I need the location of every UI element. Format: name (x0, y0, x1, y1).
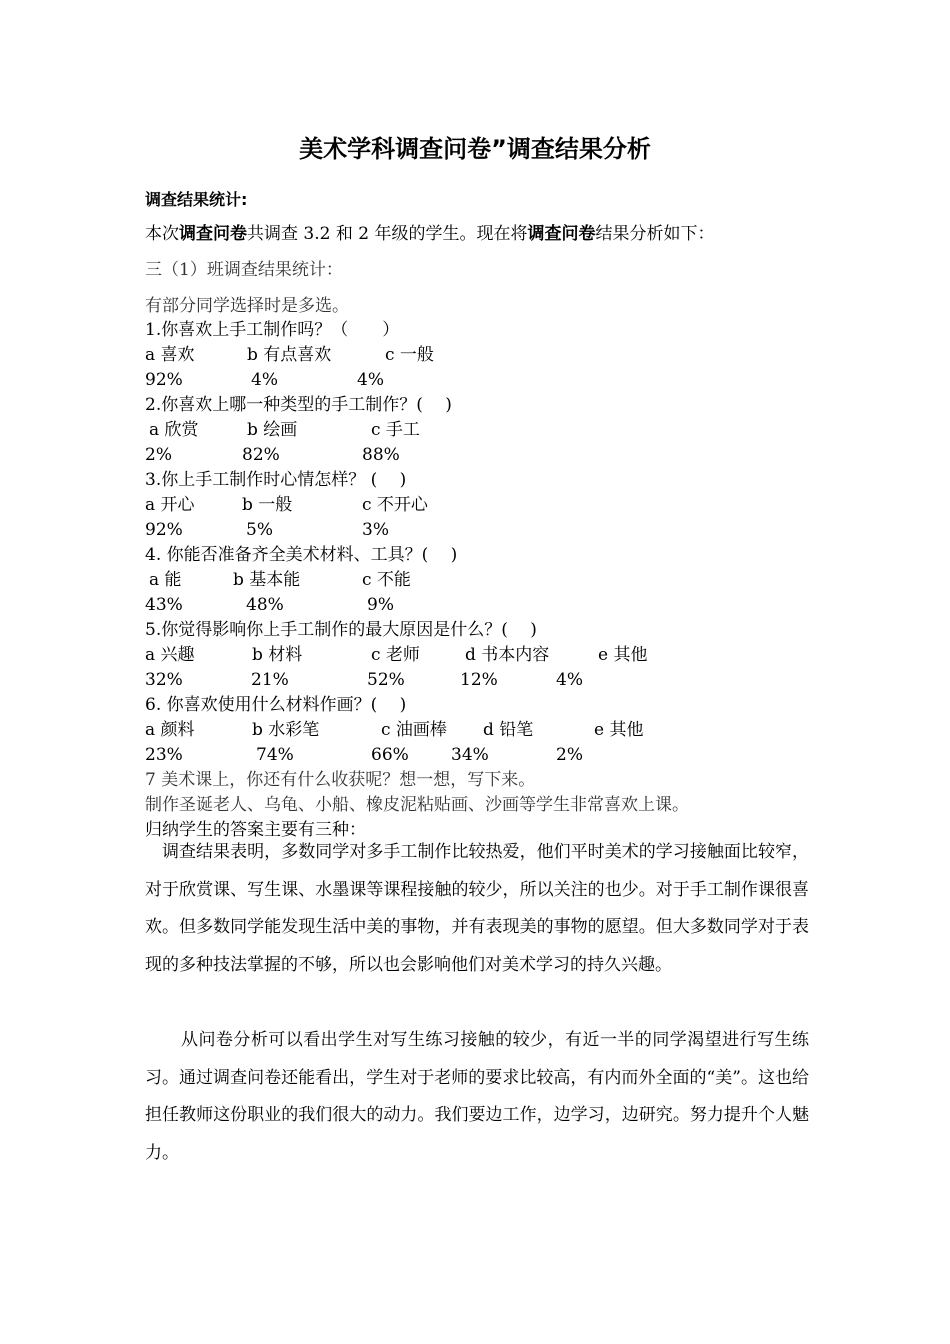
q5-option-e: e 其他 (598, 645, 648, 665)
q1-option-c: c 一般 (385, 345, 434, 365)
q2-percent-c: 88% (362, 445, 400, 465)
q3-percent-b: 5% (246, 520, 273, 540)
q4-percent-c: 9% (367, 595, 394, 615)
question-5: 5.你觉得影响你上手工制作的最大原因是什么？( ) (145, 620, 537, 640)
q4-option-a: a 能 (149, 570, 182, 590)
q1-option-a: a 喜欢 (145, 345, 195, 365)
q5-option-d: d 书本内容 (465, 645, 550, 665)
q2-option-c: c 手工 (371, 420, 420, 440)
q5-percent-c: 52% (367, 670, 405, 690)
q2-percent-a: 2% (145, 445, 172, 465)
summary-intro: 归纳学生的答案主要有三种： (145, 820, 366, 840)
q5-option-b: b 材料 (252, 645, 303, 665)
question-7-answer: 制作圣诞老人、乌龟、小船、橡皮泥粘贴画、沙画等学生非常喜欢上课。 (145, 795, 689, 815)
q5-option-a: a 兴趣 (145, 645, 195, 665)
q1-option-b: b 有点喜欢 (247, 345, 332, 365)
page-title: 美术学科调查问卷”调查结果分析 (299, 135, 651, 163)
question-7: 7 美术课上，你还有什么收获呢？想一想，写下来。 (145, 770, 536, 790)
q3-option-b: b 一般 (242, 495, 293, 515)
q4-option-c: c 不能 (362, 570, 411, 590)
q6-percent-c: 66% (371, 745, 409, 765)
conclusion-paragraph-2: 从问卷分析可以看出学生对写生练习接触的较少，有近一半的同学渴望进行写生练习。通过调查问卷还能看出，学生对于老师的要求比较高，有内而外全面的“美”。这也给担任教师这份职业的我们很大的动力。我们要边工作，边学习，边研究。努力提升个人魅力。 (145, 1030, 809, 1163)
question-1: 1.你喜欢上手工制作吗？（ ） (145, 320, 400, 340)
q6-option-c: c 油画棒 (381, 720, 447, 740)
q6-option-b: b 水彩笔 (252, 720, 320, 740)
q6-percent-e: 2% (556, 745, 583, 765)
question-2: 2.你喜欢上哪一种类型的手工制作？( ) (145, 395, 452, 415)
q5-percent-a: 32% (145, 670, 183, 690)
q2-option-b: b 绘画 (247, 420, 298, 440)
intro-text-1: 本次 (145, 224, 179, 244)
q1-percent-a: 92% (145, 370, 183, 390)
q6-percent-d: 34% (451, 745, 489, 765)
q5-option-c: c 老师 (371, 645, 420, 665)
intro-line (145, 222, 714, 246)
question-4: 4. 你能否准备齐全美术材料、工具？( ) (145, 545, 458, 565)
q1-percent-b: 4% (251, 370, 278, 390)
section-heading: 调查结果统计: (145, 190, 248, 209)
q6-percent-a: 23% (145, 745, 183, 765)
conclusion-paragraph-1: 调查结果表明，多数同学对多手工制作比较热爱，他们平时美术的学习接触面比较窄，对于欣赏课、写生课、水墨课等课程接触的较少，所以关注的也少。对于手工制作课很喜欢。但多数同学能发现生活中美的事物，并有表现美的事物的愿望。但大多数同学对于表现的多种技法掌握的不够，所以也会影响他们对美术学习的持久兴趣。 (145, 842, 809, 975)
q4-percent-a: 43% (145, 595, 183, 615)
question-6: 6. 你喜欢使用什么材料作画？( ) (145, 695, 407, 715)
intro-bold-1: 调查问卷 (179, 224, 247, 244)
intro-text-2: 共调查 3.2 和 2 年级的学生。现在将 (247, 224, 528, 244)
q6-option-a: a 颜料 (145, 720, 195, 740)
intro-bold-2: 调查问卷 (527, 224, 596, 244)
q4-option-b: b 基本能 (233, 570, 301, 590)
q3-option-a: a 开心 (145, 495, 195, 515)
q6-option-d: d 铅笔 (483, 720, 534, 740)
q6-option-e: e 其他 (594, 720, 644, 740)
q5-percent-d: 12% (460, 670, 498, 690)
q6-percent-b: 74% (256, 745, 294, 765)
class-heading: 三（1）班调查结果统计： (145, 260, 343, 280)
q1-percent-c: 4% (357, 370, 384, 390)
q2-option-a: a 欣赏 (149, 420, 199, 440)
multi-select-note: 有部分同学选择时是多选。 (145, 296, 349, 316)
q3-percent-a: 92% (145, 520, 183, 540)
q5-percent-e: 4% (556, 670, 583, 690)
q5-percent-b: 21% (251, 670, 289, 690)
q2-percent-b: 82% (242, 445, 280, 465)
question-3: 3.你上手工制作时心情怎样？ ( ) (145, 470, 407, 490)
q3-percent-c: 3% (362, 520, 389, 540)
q3-option-c: c 不开心 (362, 495, 428, 515)
intro-text-3: 结果分析如下： (595, 224, 715, 244)
q4-percent-b: 48% (246, 595, 284, 615)
